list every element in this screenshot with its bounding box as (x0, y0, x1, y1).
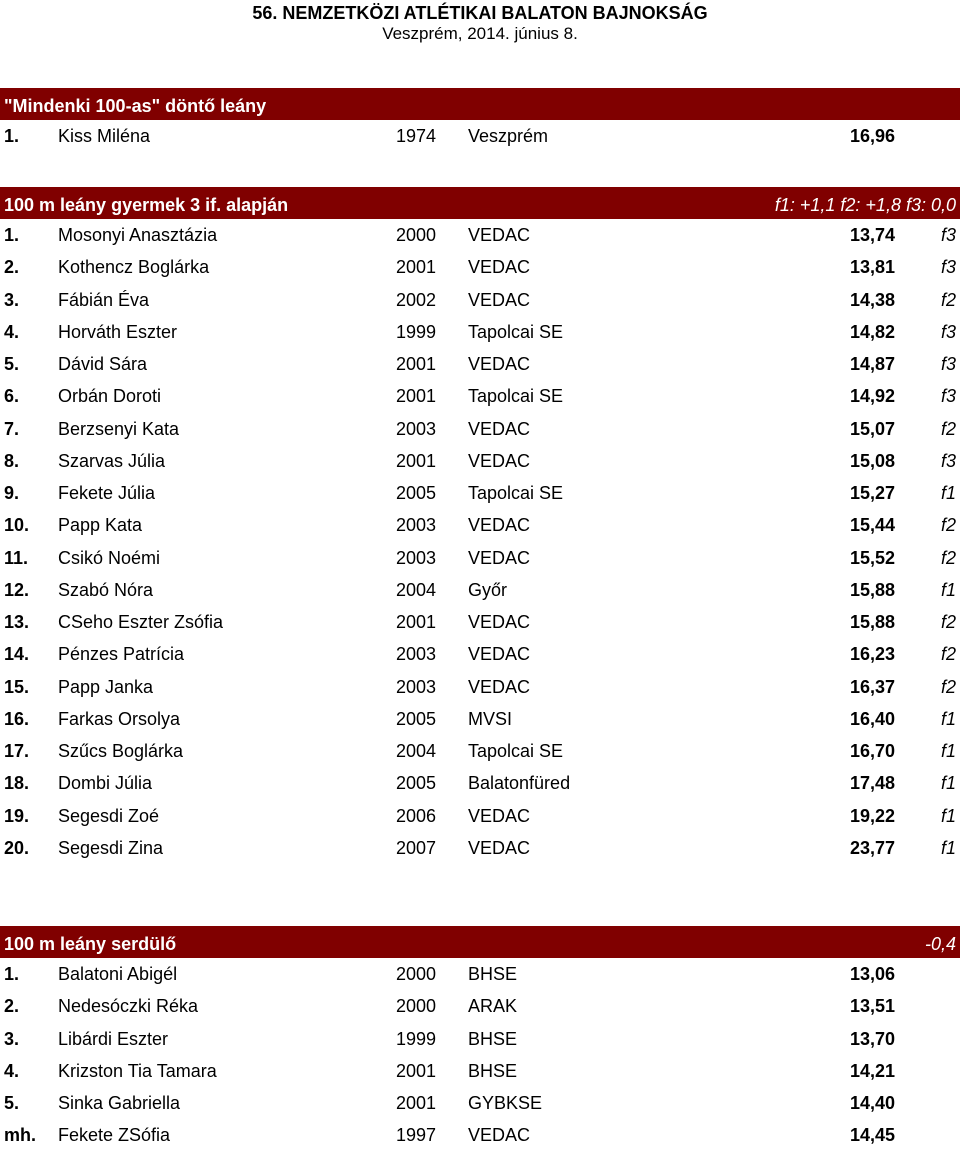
athlete-name: Farkas Orsolya (58, 708, 181, 729)
place-cell: mh. (4, 1125, 37, 1146)
section-header (0, 926, 960, 958)
birth-year: 2001 (396, 612, 437, 632)
birth-year: 2003 (396, 418, 437, 439)
heat-label: f2 (940, 418, 956, 439)
result-time: 15,88 (849, 579, 895, 600)
place-cell: 5. (4, 1093, 20, 1113)
heat-label: f1 (940, 708, 956, 729)
result-time: 15,27 (849, 483, 895, 503)
athlete-name: Papp Janka (58, 676, 154, 697)
club-name: Balatonfüred (468, 773, 571, 794)
athlete-name: Dombi Júlia (58, 773, 153, 794)
club-name: Veszprém (468, 126, 549, 146)
athlete-name: Horváth Eszter (58, 321, 178, 342)
result-row (0, 251, 960, 283)
heat-label: f1 (940, 741, 956, 761)
result-time: 14,92 (849, 386, 895, 407)
page-title: 56. NEMZETKÖZI ATLÉTIKAI BALATON BAJNOKSÁG (252, 3, 708, 23)
result-row (0, 284, 960, 316)
birth-year: 2001 (396, 1060, 437, 1081)
heat-label: f3 (940, 354, 956, 374)
section-header (0, 187, 960, 219)
heat-label: f2 (940, 644, 956, 665)
athlete-name: Segesdi Zoé (58, 805, 160, 826)
place-cell: 10. (4, 515, 30, 536)
heat-label: f2 (940, 676, 956, 697)
birth-year: 2003 (396, 547, 437, 568)
club-name: Tapolcai SE (468, 741, 564, 761)
birth-year: 2001 (396, 257, 437, 278)
place-cell: 7. (4, 418, 20, 439)
birth-year: 2002 (396, 289, 437, 310)
result-row (0, 638, 960, 670)
heat-label: f3 (940, 321, 956, 342)
club-name: Győr (468, 579, 508, 600)
result-time: 14,45 (849, 1125, 895, 1146)
birth-year: 1999 (396, 321, 437, 342)
club-name: ARAK (468, 996, 518, 1017)
place-cell: 12. (4, 579, 30, 600)
athlete-name: Csikó Noémi (58, 547, 161, 568)
place-cell: 17. (4, 741, 30, 761)
club-name: VEDAC (468, 612, 531, 632)
heat-label: f3 (940, 386, 956, 407)
result-time: 13,51 (849, 996, 895, 1017)
birth-year: 2006 (396, 805, 437, 826)
place-cell: 20. (4, 837, 30, 858)
athlete-name: Krizston Tia Tamara (58, 1060, 217, 1081)
athlete-name: Fekete ZSófia (58, 1125, 171, 1146)
athlete-name: Nedesóczki Réka (58, 996, 199, 1017)
heat-label: f1 (940, 837, 956, 858)
club-name: VEDAC (468, 354, 531, 374)
section-mindenki-100 (0, 88, 960, 152)
athlete-name: Pénzes Patrícia (58, 644, 185, 665)
place-cell: 4. (4, 321, 20, 342)
club-name: VEDAC (468, 515, 531, 536)
result-row (0, 1119, 960, 1151)
result-time: 15,08 (849, 450, 895, 471)
result-row (0, 1023, 960, 1055)
place-cell: 2. (4, 996, 20, 1017)
result-time: 13,81 (849, 257, 895, 278)
heat-label: f2 (940, 612, 956, 632)
birth-year: 2000 (396, 996, 437, 1017)
result-time: 16,70 (849, 741, 895, 761)
birth-year: 2007 (396, 837, 437, 858)
heat-label: f2 (940, 515, 956, 536)
result-row (0, 832, 960, 864)
athlete-name: Fábián Éva (58, 289, 150, 310)
result-row (0, 767, 960, 799)
athlete-name: Segesdi Zina (58, 837, 164, 858)
club-name: MVSI (468, 708, 513, 729)
result-time: 17,48 (849, 773, 895, 794)
birth-year: 1997 (396, 1125, 437, 1146)
birth-year: 2001 (396, 386, 437, 407)
result-time: 13,06 (849, 964, 895, 984)
result-time: 15,52 (849, 547, 895, 568)
athlete-name: Szabó Nóra (58, 579, 154, 600)
club-name: VEDAC (468, 289, 531, 310)
result-time: 14,40 (849, 1093, 895, 1113)
club-name: VEDAC (468, 450, 531, 471)
place-cell: 1. (4, 126, 20, 146)
result-row (0, 1055, 960, 1087)
result-row (0, 671, 960, 703)
birth-year: 2003 (396, 515, 437, 536)
result-row (0, 120, 960, 152)
heat-label: f1 (940, 579, 956, 600)
place-cell: 4. (4, 1060, 20, 1081)
section-title: 100 m leány gyermek 3 if. alapján (4, 195, 289, 215)
club-name: VEDAC (468, 676, 531, 697)
birth-year: 2005 (396, 483, 437, 503)
heat-label: f2 (940, 547, 956, 568)
result-row (0, 219, 960, 251)
heat-label: f3 (940, 225, 956, 245)
place-cell: 3. (4, 289, 20, 310)
birth-year: 2000 (396, 964, 437, 984)
club-name: VEDAC (468, 837, 531, 858)
athlete-name: Kothencz Boglárka (58, 257, 210, 278)
place-cell: 15. (4, 676, 30, 697)
result-row (0, 990, 960, 1022)
result-row (0, 606, 960, 638)
section-title: "Mindenki 100-as" döntő leány (4, 96, 267, 116)
wind-info: f1: +1,1 f2: +1,8 f3: 0,0 (774, 195, 956, 215)
birth-year: 1999 (396, 1028, 437, 1049)
club-name: Tapolcai SE (468, 483, 564, 503)
result-row (0, 1087, 960, 1119)
result-time: 13,70 (849, 1028, 895, 1049)
athlete-name: Sinka Gabriella (58, 1093, 181, 1113)
result-row (0, 445, 960, 477)
club-name: Tapolcai SE (468, 321, 564, 342)
birth-year: 2004 (396, 741, 437, 761)
club-name: BHSE (468, 1028, 518, 1049)
birth-year: 2004 (396, 579, 437, 600)
athlete-name: Libárdi Eszter (58, 1028, 169, 1049)
result-row (0, 509, 960, 541)
result-row (0, 735, 960, 767)
place-cell: 1. (4, 964, 20, 984)
birth-year: 2001 (396, 450, 437, 471)
section-100m-serdulo (0, 926, 960, 1152)
athlete-name: Mosonyi Anasztázia (58, 225, 218, 245)
athlete-name: Dávid Sára (58, 354, 148, 374)
place-cell: 16. (4, 708, 30, 729)
result-row (0, 477, 960, 509)
section-header (0, 88, 960, 120)
result-time: 15,07 (849, 418, 895, 439)
place-cell: 3. (4, 1028, 20, 1049)
result-time: 19,22 (849, 805, 895, 826)
place-cell: 19. (4, 805, 30, 826)
heat-label: f1 (940, 805, 956, 826)
result-row (0, 380, 960, 412)
club-name: Tapolcai SE (468, 386, 564, 407)
birth-year: 2003 (396, 676, 437, 697)
result-time: 16,37 (849, 676, 895, 697)
birth-year: 2005 (396, 708, 437, 729)
heat-label: f3 (940, 257, 956, 278)
club-name: GYBKSE (468, 1093, 543, 1113)
wind-info: -0,4 (924, 934, 956, 954)
place-cell: 18. (4, 773, 30, 794)
heat-label: f2 (940, 289, 956, 310)
result-time: 14,87 (849, 354, 895, 374)
club-name: VEDAC (468, 547, 531, 568)
result-row (0, 316, 960, 348)
club-name: VEDAC (468, 805, 531, 826)
result-row (0, 413, 960, 445)
birth-year: 2001 (396, 1093, 437, 1113)
place-cell: 1. (4, 225, 20, 245)
result-time: 16,40 (849, 708, 895, 729)
result-row (0, 542, 960, 574)
result-time: 14,21 (849, 1060, 895, 1081)
result-time: 16,23 (849, 644, 895, 665)
place-cell: 13. (4, 612, 30, 632)
athlete-name: Fekete Júlia (58, 483, 156, 503)
athlete-name: Szűcs Boglárka (58, 741, 184, 761)
heat-label: f1 (940, 773, 956, 794)
result-row (0, 574, 960, 606)
result-time: 15,44 (849, 515, 895, 536)
section-title: 100 m leány serdülő (4, 934, 177, 954)
place-cell: 9. (4, 483, 20, 503)
result-row (0, 800, 960, 832)
birth-year: 2000 (396, 225, 437, 245)
club-name: VEDAC (468, 257, 531, 278)
athlete-name: CSeho Eszter Zsófia (58, 612, 224, 632)
place-cell: 8. (4, 450, 20, 471)
page-subtitle: Veszprém, 2014. június 8. (382, 24, 578, 43)
heat-label: f1 (940, 483, 956, 503)
club-name: VEDAC (468, 225, 531, 245)
birth-year: 2003 (396, 644, 437, 665)
club-name: BHSE (468, 1060, 518, 1081)
athlete-name: Balatoni Abigél (58, 964, 178, 984)
place-cell: 11. (4, 547, 29, 568)
result-row (0, 348, 960, 380)
club-name: VEDAC (468, 418, 531, 439)
result-time: 13,74 (849, 225, 895, 245)
birth-year: 1974 (396, 126, 437, 146)
place-cell: 5. (4, 354, 20, 374)
athlete-name: Berzsenyi Kata (58, 418, 180, 439)
birth-year: 2001 (396, 354, 437, 374)
athlete-name: Kiss Miléna (58, 126, 151, 146)
result-time: 15,88 (849, 612, 895, 632)
birth-year: 2005 (396, 773, 437, 794)
place-cell: 14. (4, 644, 30, 665)
club-name: BHSE (468, 964, 518, 984)
result-row (0, 703, 960, 735)
result-time: 14,82 (849, 321, 895, 342)
result-time: 16,96 (849, 126, 895, 146)
result-time: 14,38 (849, 289, 895, 310)
club-name: VEDAC (468, 1125, 531, 1146)
athlete-name: Orbán Doroti (58, 386, 162, 407)
heat-label: f3 (940, 450, 956, 471)
result-time: 23,77 (849, 837, 895, 858)
place-cell: 6. (4, 386, 20, 407)
place-cell: 2. (4, 257, 20, 278)
club-name: VEDAC (468, 644, 531, 665)
athlete-name: Papp Kata (58, 515, 143, 536)
section-100m-gyermek (0, 187, 960, 864)
result-row (0, 958, 960, 990)
athlete-name: Szarvas Júlia (58, 450, 166, 471)
